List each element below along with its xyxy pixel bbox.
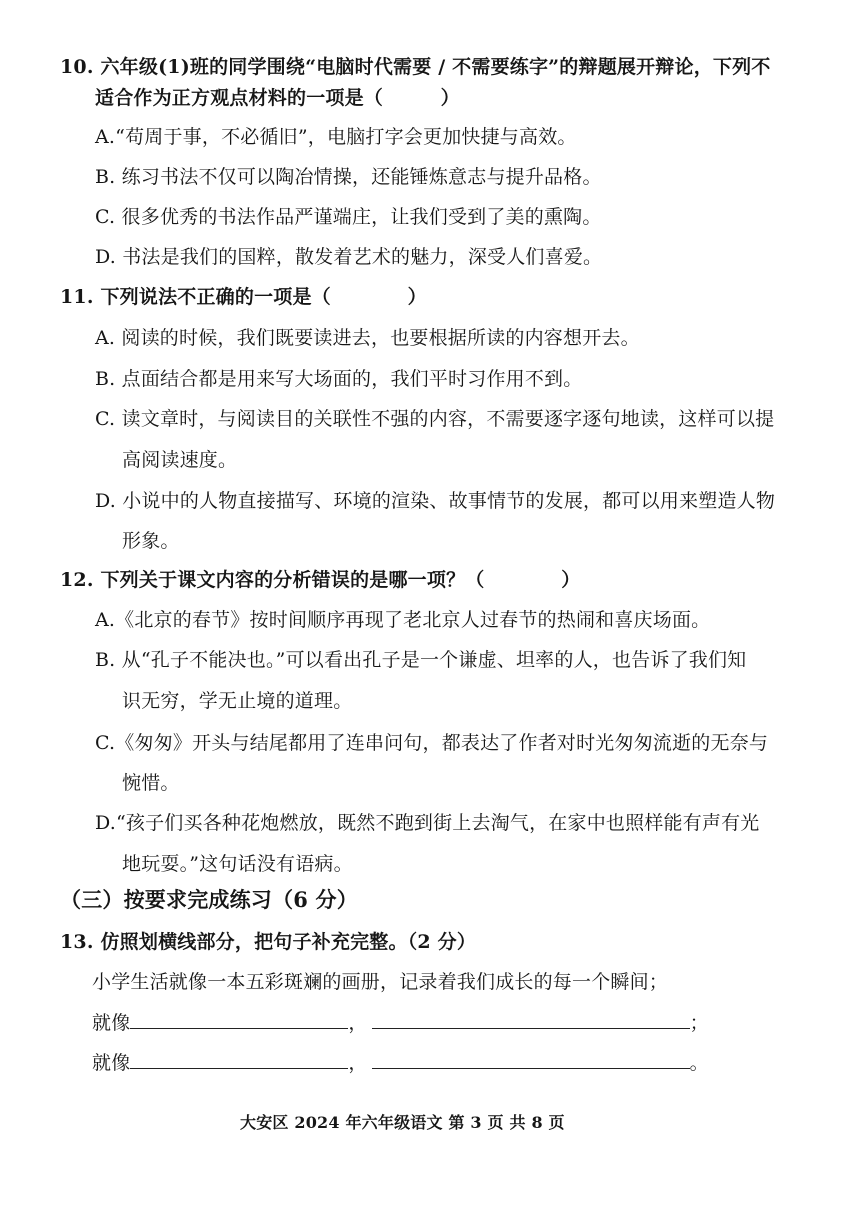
q12-option-d: D.“孩子们买各种花炮燃放，既然不跑到街上去淘气，在家中也照样能有声有光 — [95, 812, 760, 834]
q13-answer-row-2 — [92, 1050, 709, 1076]
q13-row2-end: 。 — [689, 1052, 709, 1074]
q13-answer-blank-2a[interactable] — [130, 1050, 348, 1069]
q10-option-d: D. 书法是我们的国粹，散发着艺术的魅力，深受人们喜爱。 — [95, 246, 603, 268]
section-3-heading: （三）按要求完成练习（6 分） — [60, 887, 358, 912]
q13-row1-end: ； — [689, 1012, 709, 1034]
q12-stem-text: 下列关于课文内容的分析错误的是哪一项？（ ） — [100, 569, 581, 591]
q11-stem — [60, 284, 427, 310]
q10-option-a: A.“苟周于事，不必循旧”，电脑打字会更加快捷与高效。 — [95, 126, 577, 148]
q13-answer-blank-1b[interactable] — [372, 1010, 690, 1029]
q11-option-a: A. 阅读的时候，我们既要读进去，也要根据所读的内容想开去。 — [95, 327, 640, 349]
q13-row1-comma: ， — [348, 1012, 368, 1034]
q11-option-b: B. 点面结合都是用来写大场面的，我们平时习作用不到。 — [95, 368, 583, 390]
q13-number: 13. — [60, 931, 94, 953]
q13-row1-prefix: 就像 — [92, 1012, 131, 1034]
q12-option-b: B. 从“孔子不能决也。”可以看出孔子是一个谦虚、坦率的人，也告诉了我们知 — [95, 649, 747, 671]
q13-stem-text: 仿照划横线部分，把句子补充完整。（2 分） — [100, 931, 477, 953]
q13-row2-prefix: 就像 — [92, 1052, 131, 1074]
q10-option-c: C. 很多优秀的书法作品严谨端庄，让我们受到了美的熏陶。 — [95, 206, 602, 228]
q10-option-b: B. 练习书法不仅可以陶冶情操，还能锤炼意志与提升品格。 — [95, 166, 602, 188]
q10-number: 10. — [60, 56, 94, 78]
q13-row2-comma: ， — [348, 1052, 368, 1074]
q13-answer-blank-1a[interactable] — [130, 1010, 348, 1029]
q12-option-c-cont: 惋惜。 — [122, 772, 180, 794]
q13-answer-row-1 — [92, 1010, 709, 1036]
page-footer: 大安区 2024 年六年级语文 第 3 页 共 8 页 — [240, 1113, 565, 1132]
q11-option-d-cont: 形象。 — [122, 530, 180, 552]
q12-option-d-cont: 地玩耍。”这句话没有语病。 — [122, 853, 353, 875]
q10-stem-text1: 六年级(1)班的同学围绕“电脑时代需要 / 不需要练字”的辩题展开辩论，下列不 — [100, 56, 771, 78]
q12-stem — [60, 567, 581, 593]
q11-option-c-cont: 高阅读速度。 — [122, 449, 238, 471]
q11-number: 11. — [60, 286, 94, 308]
q10-stem-line2: 适合作为正方观点材料的一项是（ ） — [95, 87, 460, 109]
q12-option-a: A.《北京的春节》按时间顺序再现了老北京人过春节的热闹和喜庆场面。 — [95, 609, 711, 631]
q10-stem-line1 — [60, 54, 771, 80]
q13-stem — [60, 929, 476, 955]
q13-example-sentence: 小学生活就像一本五彩斑斓的画册，记录着我们成长的每一个瞬间； — [92, 971, 669, 993]
q11-option-d: D. 小说中的人物直接描写、环境的渲染、故事情节的发展，都可以用来塑造人物 — [95, 490, 776, 512]
q11-stem-text: 下列说法不正确的一项是（ ） — [100, 286, 427, 308]
q11-option-c: C. 读文章时，与阅读目的关联性不强的内容，不需要逐字逐句地读，这样可以提 — [95, 408, 775, 430]
q13-answer-blank-2b[interactable] — [372, 1050, 690, 1069]
q12-option-b-cont: 识无穷，学无止境的道理。 — [122, 690, 353, 712]
q12-option-c: C.《匆匆》开头与结尾都用了连串问句，都表达了作者对时光匆匆流逝的无奈与 — [95, 732, 769, 754]
q12-number: 12. — [60, 569, 94, 591]
